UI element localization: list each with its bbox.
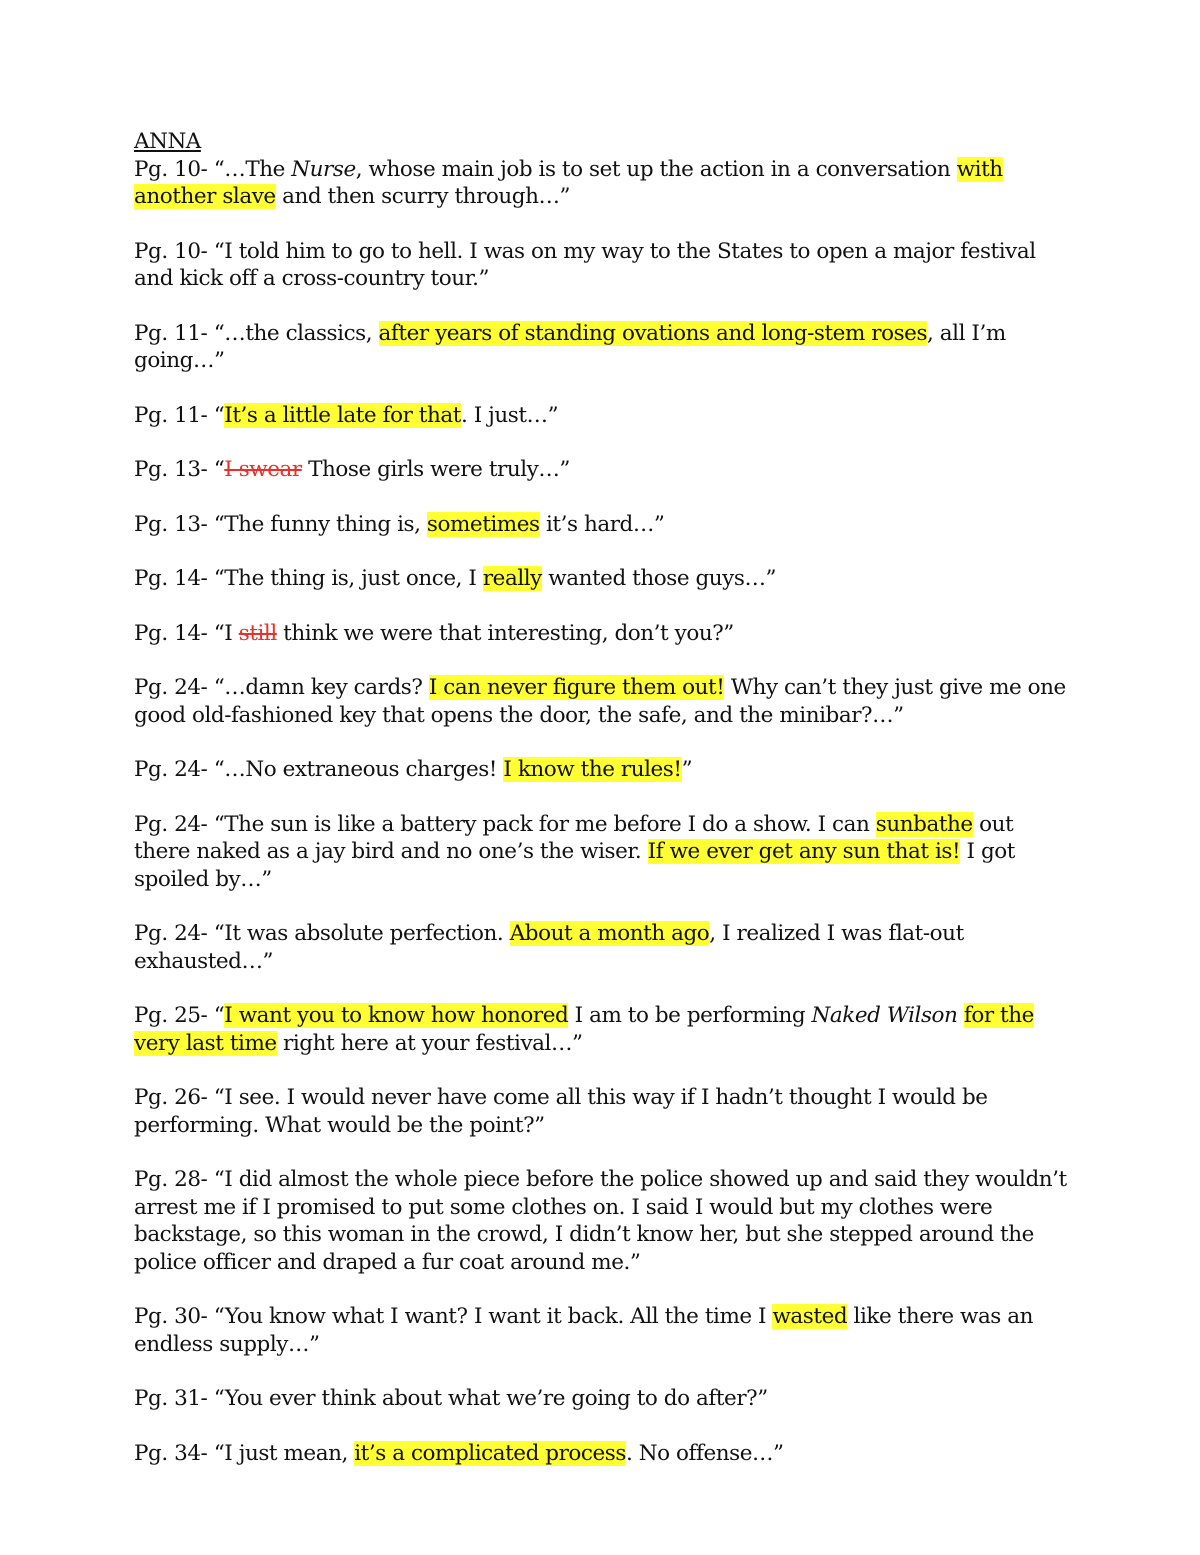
highlighted-text: About a month ago <box>509 921 710 946</box>
quote-text: right here at your festival…” <box>276 1030 583 1056</box>
quote-text: Pg. 14- “I <box>134 620 239 646</box>
quote-text: Pg. 11- “…the classics, <box>134 320 379 346</box>
highlighted-text: for the very last time <box>134 1003 1034 1056</box>
quote-text: . No offense…” <box>625 1440 784 1466</box>
document-page <box>134 128 1074 1494</box>
quote-text: I got spoiled by…” <box>134 839 1015 892</box>
quote-text: Pg. 24- “…No extraneous charges! <box>134 757 504 782</box>
character-heading: ANNA <box>134 129 201 154</box>
quote-text: Pg. 14- “The thing is, just once, I <box>134 566 483 591</box>
quote-entry <box>134 1303 1074 1358</box>
quote-text: Pg. 25- “ <box>134 1003 225 1028</box>
quote-text: Pg. 13- “The funny thing is, <box>134 511 427 537</box>
quote-text: Those girls were truly…” <box>301 457 570 482</box>
quote-entry <box>134 402 1074 430</box>
quote-entry <box>134 456 1074 484</box>
quote-text: , whose main job is to set up the action in a conversation <box>355 156 957 182</box>
quote-text: like there was an endless supply…” <box>134 1304 1034 1357</box>
highlighted-text: sometimes <box>426 511 540 537</box>
quote-text: Pg. 30- “You know what I want? I want it back. All the time I <box>134 1304 773 1329</box>
quote-text: ” <box>681 757 693 782</box>
quote-text: out there naked as a jay bird and no one’s the wiser. <box>134 811 1014 864</box>
highlighted-text: I want you to know how honored <box>224 1003 569 1028</box>
quote-text: . I just…” <box>460 402 559 428</box>
quote-entry <box>134 920 1074 975</box>
quote-entry <box>134 1002 1074 1057</box>
quote-text: wanted those guys…” <box>541 566 777 591</box>
quote-text: Pg. 10- “…The <box>134 156 292 182</box>
struck-text: I swear <box>224 457 302 482</box>
quote-text: think we were that interesting, don’t you?” <box>276 620 734 646</box>
highlighted-text: If we ever get any sun that is! <box>647 839 961 864</box>
quote-text: Pg. 24- “The sun is like a battery pack for me before I do a show. I can <box>134 811 876 837</box>
quote-entry <box>134 511 1074 539</box>
quote-entry <box>134 1385 1074 1413</box>
quote-entry <box>134 811 1074 894</box>
quote-text: Pg. 24- “…damn key cards? <box>134 675 429 700</box>
italic-title: Nurse <box>291 156 356 182</box>
quote-list <box>134 156 1074 1468</box>
quote-entry <box>134 1084 1074 1139</box>
quote-entry <box>134 756 1074 784</box>
highlighted-text: it’s a complicated process <box>354 1440 626 1466</box>
quote-text: , I realized I was flat-out exhausted…” <box>134 921 964 974</box>
quote-text: Pg. 13- “ <box>134 457 225 482</box>
highlighted-text: It’s a little late for that <box>224 402 461 428</box>
quote-text: Pg. 31- “You ever think about what we’re going to do after?” <box>134 1386 768 1411</box>
highlighted-text: I can never figure them out! <box>428 675 725 700</box>
quote-text: Pg. 24- “It was absolute perfection. <box>134 921 510 946</box>
quote-text: Pg. 26- “I see. I would never have come all this way if I hadn’t thought I would be performing. What would be the point?” <box>134 1085 988 1138</box>
quote-text: Pg. 34- “I just mean, <box>134 1440 355 1466</box>
highlighted-text: really <box>482 566 542 591</box>
quote-text: it’s hard…” <box>539 511 665 537</box>
quote-text <box>957 1003 963 1028</box>
highlighted-text: I know the rules! <box>503 757 682 782</box>
quote-text: and then scurry through…” <box>275 184 571 209</box>
quote-entry <box>134 620 1074 648</box>
struck-text: still <box>238 620 277 646</box>
quote-text: I am to be performing <box>568 1003 812 1028</box>
highlighted-text: wasted <box>772 1304 848 1329</box>
quote-text: Pg. 11- “ <box>134 402 225 428</box>
highlighted-text: sunbathe <box>875 811 973 837</box>
quote-entry <box>134 238 1074 293</box>
highlighted-text: after years of standing ovations and long-stem roses <box>378 320 928 346</box>
quote-text: Pg. 10- “I told him to go to hell. I was on my way to the States to open a major festival and kick off a cross-country tour.” <box>134 238 1036 291</box>
quote-entry <box>134 320 1074 375</box>
highlighted-text: with another slave <box>134 156 1003 209</box>
quote-text: Pg. 28- “I did almost the whole piece before the police showed up and said they wouldn’t arrest me if I promised to put some clothes on. I said I would but my clothes were backstage, so this woman in the crowd, I didn’t know her, but she stepped around the police officer and draped a fur coat around me.” <box>134 1167 1067 1275</box>
quote-entry <box>134 674 1074 729</box>
quote-text: , all I’m going…” <box>134 320 1006 373</box>
quote-entry <box>134 156 1074 211</box>
quote-text: Why can’t they just give me one good old-fashioned key that opens the door, the safe, and the minibar?…” <box>134 675 1066 728</box>
quote-entry <box>134 1166 1074 1276</box>
italic-title: Naked Wilson <box>811 1003 958 1028</box>
quote-entry <box>134 565 1074 593</box>
quote-entry <box>134 1440 1074 1468</box>
